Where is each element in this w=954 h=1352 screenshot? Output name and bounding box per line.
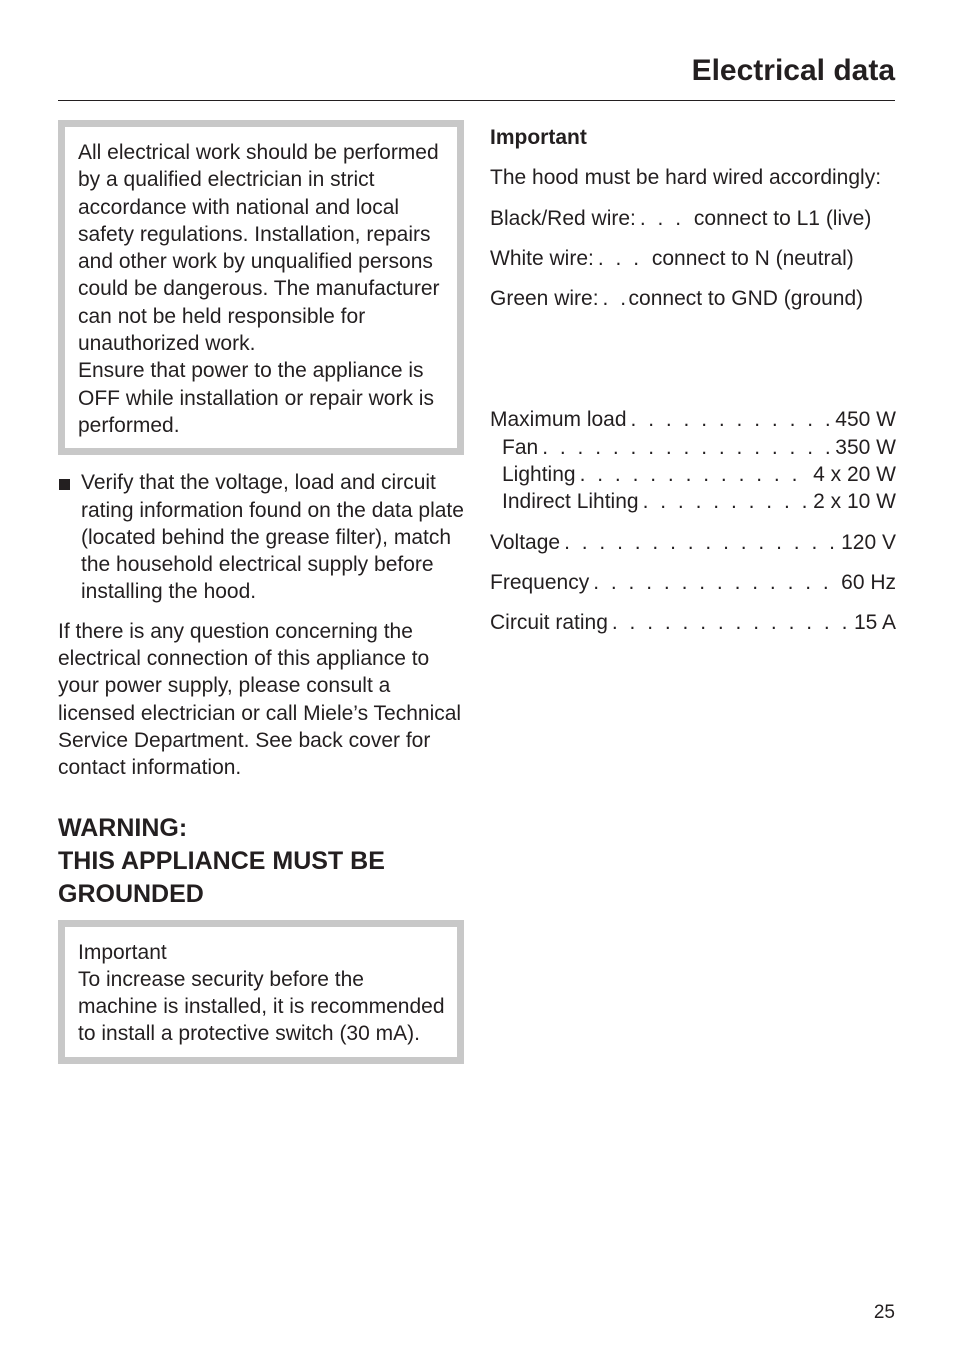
square-bullet-icon — [59, 479, 70, 490]
spec-row-fan — [490, 434, 896, 461]
dot-leader — [643, 488, 810, 515]
page-number: 25 — [873, 1302, 895, 1323]
wire-row-ground — [490, 285, 896, 312]
dot-leader — [564, 529, 837, 556]
wire-label: White wire: — [490, 246, 594, 270]
important-box-heading: Important — [78, 940, 167, 964]
dot-leader — [542, 434, 831, 461]
warning-heading — [58, 812, 464, 911]
notice-text-1: All electrical work should be performed by a qualified electrician in strict accordance with national and local safety regulations. Installation, repairs and other work by unqualified persons could be dangerous. The manufacturer can not be held responsible for unauthorized work. — [78, 141, 440, 356]
spec-row-voltage — [490, 529, 896, 556]
contact-paragraph: If there is any question concerning the electrical connection of this appliance to your power supply, please consult a licensed electrician or call Miele’s Technical Service Department. See back cover for contact information. — [58, 619, 462, 780]
important-box — [58, 920, 464, 1064]
spec-label: Frequency — [490, 570, 590, 594]
warning-line-2: THIS APPLIANCE MUST BE — [58, 846, 385, 875]
title-rule — [58, 100, 895, 101]
wire-value: connect to L1 (live) — [693, 206, 872, 230]
right-column — [490, 124, 896, 637]
notice-text-2: Ensure that power to the appliance is OFF while installation or repair work is performed. — [78, 359, 434, 437]
wire-row-neutral — [490, 245, 896, 272]
spec-value: 60 Hz — [841, 570, 896, 594]
wire-row-live — [490, 205, 896, 232]
spec-value: 2 x 10 W — [813, 490, 896, 514]
spec-value: 350 W — [835, 435, 896, 459]
spec-row-circuit-rating — [490, 609, 896, 636]
bullet-text: Verify that the voltage, load and circuit rating information found on the data plate (located behind the grease filter), match the household electrical supply before installing the hood. — [81, 471, 464, 604]
spec-label: Indirect Lihting — [502, 490, 639, 514]
spec-label: Maximum load — [490, 408, 627, 432]
spec-row-indirect-lighting — [490, 488, 896, 515]
spec-value: 450 W — [835, 408, 896, 432]
bullet-item — [58, 469, 464, 605]
dot-leader — [612, 609, 850, 636]
dot-leader — [593, 569, 837, 596]
warning-line-3: GROUNDED — [58, 879, 204, 908]
spec-row-max-load — [490, 406, 896, 433]
dot-leader — [598, 245, 648, 272]
dot-leader — [640, 205, 690, 232]
wiring-intro: The hood must be hard wired accordingly: — [490, 166, 882, 190]
wire-value: connect to N (neutral) — [651, 246, 854, 270]
page-title: Electrical data — [691, 54, 895, 87]
wire-label: Green wire: — [490, 287, 599, 311]
spec-label: Circuit rating — [490, 611, 608, 635]
spec-value: 120 V — [841, 530, 896, 554]
spec-value: 15 A — [853, 611, 896, 635]
wire-label: Black/Red wire: — [490, 206, 636, 230]
left-column — [58, 120, 464, 1064]
dot-leader — [631, 406, 832, 433]
wire-value: connect to GND (ground) — [628, 287, 864, 311]
warning-line-1: WARNING: — [58, 813, 188, 842]
spec-row-frequency — [490, 569, 896, 596]
dot-leader — [580, 461, 810, 488]
spec-value: 4 x 20 W — [813, 463, 896, 487]
spec-label: Fan — [502, 435, 539, 459]
important-box-text: To increase security before the machine is installed, it is recommended to install a protective switch (30 mA). — [78, 967, 445, 1046]
important-heading: Important — [490, 126, 587, 149]
notice-box — [58, 120, 464, 455]
spec-label: Voltage — [490, 530, 561, 554]
spec-label: Lighting — [502, 463, 576, 487]
spec-row-lighting — [490, 461, 896, 488]
spec-list — [490, 406, 896, 636]
dot-leader — [603, 285, 625, 312]
